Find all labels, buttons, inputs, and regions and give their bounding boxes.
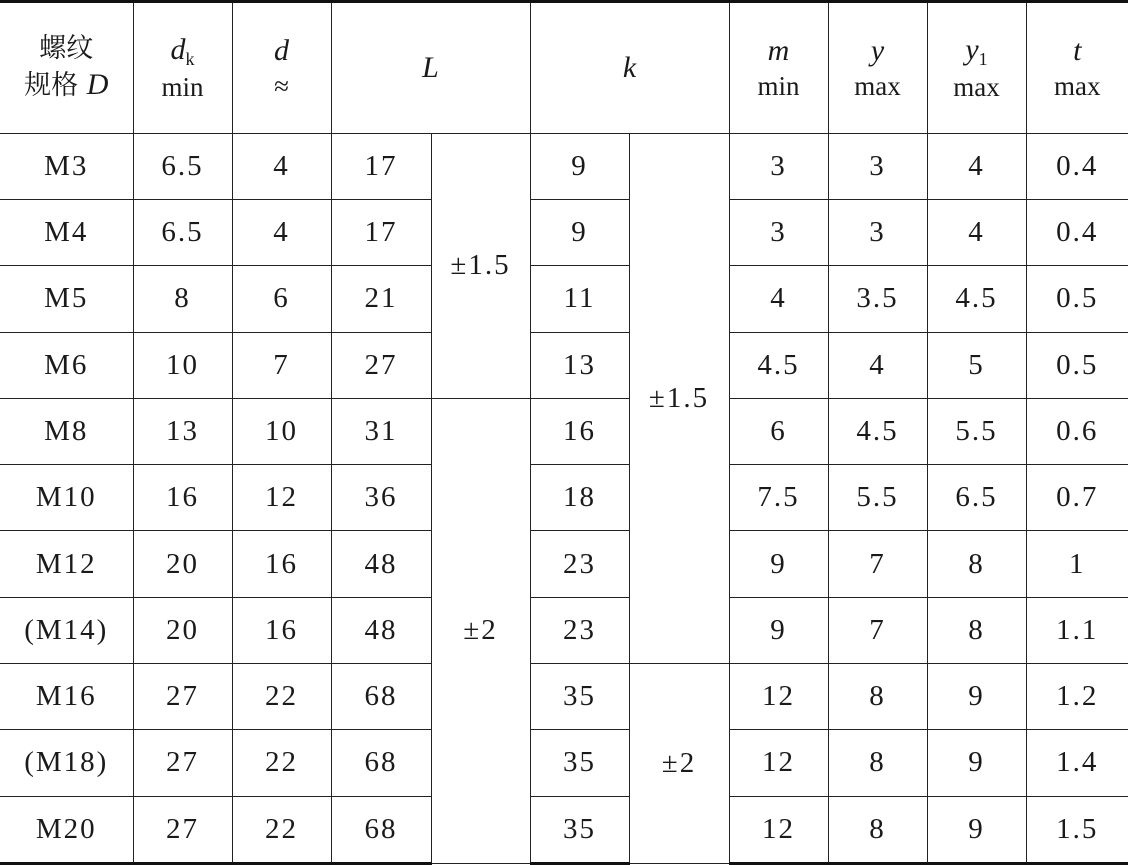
thread-spec-cell: M3	[0, 133, 133, 199]
L-cell: 68	[331, 663, 431, 729]
k-cell: 18	[530, 465, 629, 531]
L-cell: 68	[331, 796, 431, 863]
y-cell: 7	[828, 597, 927, 663]
y1-cell: 9	[927, 796, 1026, 863]
table-row	[0, 730, 1128, 796]
m-cell: 9	[729, 531, 828, 597]
table-row	[0, 796, 1128, 863]
L-cell: 21	[331, 266, 431, 332]
table-row	[0, 133, 1128, 199]
L-cell: 17	[331, 133, 431, 199]
k-cell: 35	[530, 730, 629, 796]
L-tolerance-cell: ±2	[431, 398, 530, 863]
t-cell: 0.7	[1026, 465, 1128, 531]
y-cell: 7	[828, 531, 927, 597]
L-cell: 17	[331, 199, 431, 265]
dk-cell: 6.5	[133, 199, 232, 265]
d-cell: 16	[232, 531, 331, 597]
dk-cell: 27	[133, 730, 232, 796]
t-cell: 1.2	[1026, 663, 1128, 729]
d-cell: 4	[232, 199, 331, 265]
t-cell: 0.4	[1026, 199, 1128, 265]
d-cell: 7	[232, 332, 331, 398]
y-cell: 8	[828, 796, 927, 863]
y-cell: 4.5	[828, 398, 927, 464]
thread-spec-cell: M20	[0, 796, 133, 863]
dk-cell: 20	[133, 597, 232, 663]
table-row	[0, 199, 1128, 265]
k-cell: 13	[530, 332, 629, 398]
d-cell: 12	[232, 465, 331, 531]
t-cell: 0.6	[1026, 398, 1128, 464]
header-L: L	[331, 2, 530, 134]
header-thread-symbol: D	[86, 67, 109, 101]
m-cell: 6	[729, 398, 828, 464]
y1-cell: 6.5	[927, 465, 1026, 531]
m-cell: 12	[729, 663, 828, 729]
y-cell: 4	[828, 332, 927, 398]
k-tolerance-cell: ±2	[629, 663, 729, 863]
k-cell: 11	[530, 266, 629, 332]
t-cell: 1.1	[1026, 597, 1128, 663]
t-cell: 0.4	[1026, 133, 1128, 199]
y1-cell: 4	[927, 133, 1026, 199]
header-row	[0, 2, 1128, 134]
dk-cell: 6.5	[133, 133, 232, 199]
d-cell: 22	[232, 730, 331, 796]
m-cell: 3	[729, 133, 828, 199]
d-cell: 22	[232, 796, 331, 863]
table-row	[0, 332, 1128, 398]
dk-cell: 8	[133, 266, 232, 332]
header-y: y max	[828, 2, 927, 134]
t-cell: 0.5	[1026, 266, 1128, 332]
d-cell: 10	[232, 398, 331, 464]
thread-spec-cell: M16	[0, 663, 133, 729]
m-cell: 3	[729, 199, 828, 265]
m-cell: 12	[729, 796, 828, 863]
d-cell: 16	[232, 597, 331, 663]
header-t: t max	[1026, 2, 1128, 134]
dk-cell: 27	[133, 663, 232, 729]
t-cell: 0.5	[1026, 332, 1128, 398]
y1-cell: 5.5	[927, 398, 1026, 464]
dk-cell: 10	[133, 332, 232, 398]
header-thread-spec	[0, 2, 133, 134]
table-row	[0, 531, 1128, 597]
d-cell: 6	[232, 266, 331, 332]
m-cell: 4.5	[729, 332, 828, 398]
thread-spec-cell: M5	[0, 266, 133, 332]
m-cell: 7.5	[729, 465, 828, 531]
t-cell: 1	[1026, 531, 1128, 597]
table-row	[0, 398, 1128, 464]
L-cell: 27	[331, 332, 431, 398]
m-cell: 9	[729, 597, 828, 663]
thread-spec-cell: M10	[0, 465, 133, 531]
header-y1: $y_1$ max	[927, 2, 1026, 134]
dk-cell: 16	[133, 465, 232, 531]
header-k: k	[530, 2, 729, 134]
y1-cell: 5	[927, 332, 1026, 398]
y-cell: 3.5	[828, 266, 927, 332]
y-cell: 3	[828, 199, 927, 265]
y-cell: 8	[828, 730, 927, 796]
dk-cell: 20	[133, 531, 232, 597]
m-cell: 4	[729, 266, 828, 332]
thread-spec-cell: (M18)	[0, 730, 133, 796]
k-cell: 16	[530, 398, 629, 464]
table-row	[0, 663, 1128, 729]
k-cell: 23	[530, 597, 629, 663]
table-row	[0, 597, 1128, 663]
L-cell: 48	[331, 531, 431, 597]
dk-cell: 27	[133, 796, 232, 863]
thread-spec-cell: M4	[0, 199, 133, 265]
d-cell: 22	[232, 663, 331, 729]
k-cell: 35	[530, 663, 629, 729]
header-dk: $d_k$ min	[133, 2, 232, 134]
k-cell: 9	[530, 133, 629, 199]
L-tolerance-cell: ±1.5	[431, 133, 530, 398]
y1-cell: 4.5	[927, 266, 1026, 332]
t-cell: 1.4	[1026, 730, 1128, 796]
y1-cell: 9	[927, 663, 1026, 729]
k-cell: 23	[530, 531, 629, 597]
m-cell: 12	[729, 730, 828, 796]
thread-spec-cell: M12	[0, 531, 133, 597]
header-d: d ≈	[232, 2, 331, 134]
k-cell: 35	[530, 796, 629, 863]
y-cell: 8	[828, 663, 927, 729]
y1-cell: 4	[927, 199, 1026, 265]
table-row	[0, 266, 1128, 332]
L-cell: 31	[331, 398, 431, 464]
thread-spec-cell: M6	[0, 332, 133, 398]
header-thread-line2: 规格	[24, 69, 87, 101]
y1-cell: 8	[927, 531, 1026, 597]
L-cell: 36	[331, 465, 431, 531]
t-cell: 1.5	[1026, 796, 1128, 863]
dk-cell: 13	[133, 398, 232, 464]
y-cell: 5.5	[828, 465, 927, 531]
y-cell: 3	[828, 133, 927, 199]
k-cell: 9	[530, 199, 629, 265]
header-m: m min	[729, 2, 828, 134]
thread-spec-cell: M8	[0, 398, 133, 464]
y1-cell: 8	[927, 597, 1026, 663]
L-cell: 48	[331, 597, 431, 663]
k-tolerance-cell: ±1.5	[629, 133, 729, 663]
y1-cell: 9	[927, 730, 1026, 796]
L-cell: 68	[331, 730, 431, 796]
thread-spec-cell: (M14)	[0, 597, 133, 663]
header-thread-line1: 螺纹	[39, 33, 94, 65]
d-cell: 4	[232, 133, 331, 199]
table-row	[0, 465, 1128, 531]
